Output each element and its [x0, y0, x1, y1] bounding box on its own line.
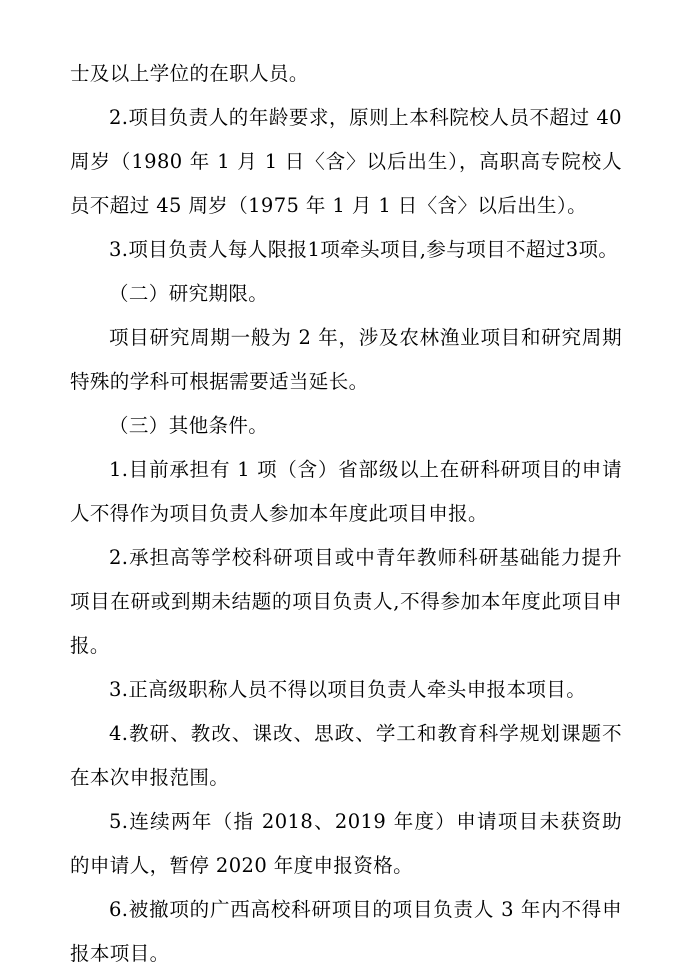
paragraph: （二）研究期限。	[109, 282, 269, 305]
paragraph: 4.教研、教改、课改、思政、学工和教育科学规划课题不在本次申报范围。	[70, 722, 622, 789]
document-body	[70, 52, 622, 976]
paragraph: 1.目前承担有 1 项（含）省部级以上在研科研项目的申请人不得作为项目负责人参加本年度此项目申报。	[70, 458, 622, 525]
paragraph: 项目研究周期一般为 2 年，涉及农林渔业项目和研究周期特殊的学科可根据需要适当延长。	[70, 326, 622, 393]
paragraph: 士及以上学位的在职人员。	[70, 62, 309, 85]
paragraph: 2.项目负责人的年龄要求，原则上本科院校人员不超过 40 周岁（1980 年 1 月 1 日〈含〉以后出生），高职高专院校人员不超过 45 周岁（1975 年 1 月 1 日〈含〉以后出生）。	[70, 106, 622, 217]
paragraph: 5.连续两年（指 2018、2019 年度）申请项目未获资助的申请人，暂停 2020 年度申报资格。	[70, 810, 622, 877]
paragraph: 2.承担高等学校科研项目或中青年教师科研基础能力提升项目在研或到期未结题的项目负责人,不得参加本年度此项目申报。	[70, 546, 622, 657]
paragraph: （三）其他条件。	[109, 414, 269, 437]
paragraph: 3.项目负责人每人限报1项牵头项目,参与项目不超过3项。	[109, 238, 619, 261]
paragraph: 6.被撤项的广西高校科研项目的项目负责人 3 年内不得申报本项目。	[70, 898, 622, 965]
paragraph: 3.正高级职称人员不得以项目负责人牵头申报本项目。	[109, 678, 587, 701]
